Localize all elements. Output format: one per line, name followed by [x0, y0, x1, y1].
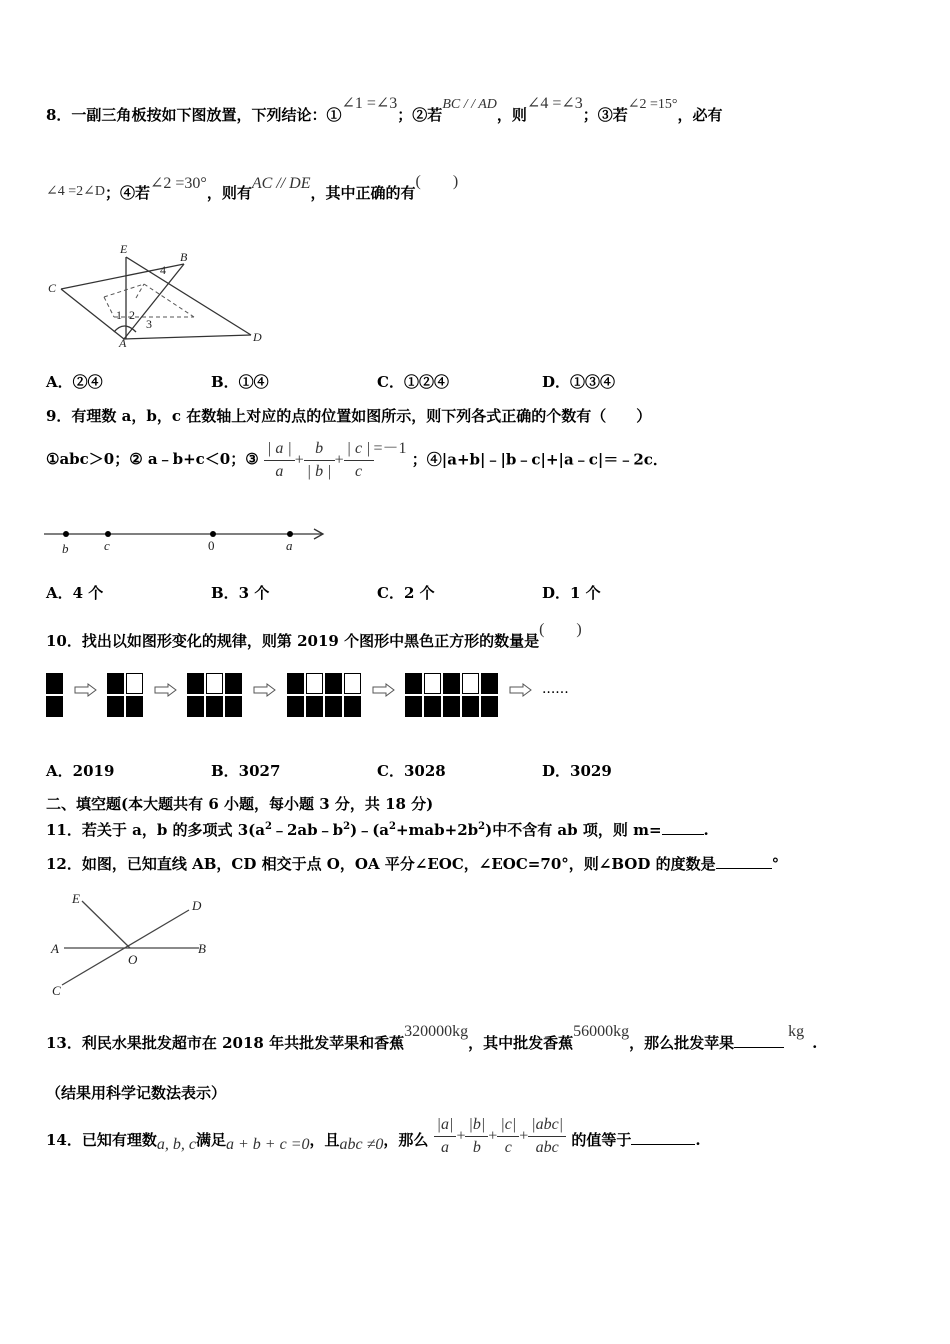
q11-part-e: )中不含有 ab 项，则 m= [485, 821, 662, 839]
q14-part-e: 的值等于 [571, 1130, 632, 1149]
axis-label-0: 0 [208, 538, 215, 553]
q8-sep7: ，其中正确的有 [310, 184, 416, 202]
arrow-icon [74, 683, 98, 697]
q9-f1-num: | a | [264, 438, 295, 461]
q14-part-d: ，那么 [383, 1130, 429, 1149]
q14-fraction-4 [528, 1114, 566, 1159]
q14-answer-blank[interactable] [631, 1144, 695, 1145]
q8-line2 [46, 173, 459, 203]
q14-f2-num: |b| [465, 1114, 488, 1137]
fig8-label-B: B [180, 250, 188, 264]
q12-lines-figure [44, 888, 224, 1000]
q14-f4-num: |abc| [528, 1114, 566, 1137]
q14-f1-den: a [441, 1139, 450, 1156]
q13-part-a: 13．利民水果批发超市在 2018 年共批发苹果和香蕉 [46, 1034, 405, 1052]
fig8-label-4: 4 [160, 263, 166, 277]
q9-f3-den: c [354, 463, 363, 480]
q11-part-d: +mab+2b [395, 821, 479, 839]
fig8-label-2: 2 [129, 308, 135, 322]
q8-math-5: ∠4 =2∠D [46, 184, 105, 199]
q11-end: . [703, 821, 709, 839]
q13-note: （结果用科学记数法表示） [46, 1084, 227, 1102]
q14-line: 14．已知有理数a, b, c满足a + b + c =0，且abc ≠0，那么 $\frac{|a|}{a}$ + $\frac{|b|}{b}$ + $\frac{|c|}{c}$ + $\frac{\text{|abc|}}{\text{abc}}$ 的值等于 . [46, 1114, 701, 1159]
q14-f1-num: |a| [434, 1114, 457, 1137]
q8-option-b[interactable]: B．①④ [211, 373, 269, 391]
q12-answer-blank[interactable] [716, 868, 772, 869]
fig8-label-E: E [120, 242, 128, 256]
q9-equals: =－1 [373, 439, 407, 457]
q13-line [46, 1023, 818, 1053]
q14-part-c: ，且 [309, 1130, 340, 1149]
q9-f2-num: b [304, 438, 335, 461]
q14-fraction-2 [465, 1114, 488, 1159]
pattern-3 [187, 673, 204, 719]
q8-option-a[interactable]: A．②④ [46, 373, 103, 391]
q9-statement-1-3: ①abc＞0；② a﹣b+c＜0；③ [46, 449, 259, 468]
q8-triangle-figure [44, 240, 274, 350]
axis-label-a: a [286, 538, 293, 553]
q8-stem: 8．一副三角板按如下图放置，下列结论：① [46, 106, 342, 124]
q11-part-c: )﹣(a [350, 821, 390, 839]
q14-vars: a, b, c [156, 1135, 196, 1153]
q9-f1-den: a [275, 463, 284, 480]
q8-sep2: ，则 [496, 106, 527, 124]
pattern-2 [107, 673, 124, 719]
fig12-label-D: D [192, 898, 202, 913]
q10-option-a[interactable]: A．2019 [46, 762, 115, 780]
q14-fraction-1 [434, 1114, 457, 1159]
arrow-icon [253, 683, 277, 697]
q14-fraction-3 [497, 1114, 519, 1159]
q9-f3-num: | c | [344, 438, 374, 461]
q9-stem: 9．有理数 a，b，c 在数轴上对应的点的位置如图所示，则下列各式正确的个数有（ ） [46, 407, 652, 425]
q9-option-c[interactable]: C．2 个 [377, 584, 435, 602]
q14-part-a: 14．已知有理数 [46, 1130, 157, 1149]
fig12-label-O: O [128, 952, 138, 967]
fig8-label-C: C [48, 281, 57, 295]
q10-option-c[interactable]: C．3028 [377, 762, 446, 780]
q9-fraction-1 [264, 438, 295, 483]
q11-line [46, 819, 709, 840]
q13-part-b: ，其中批发香蕉 [468, 1034, 574, 1052]
q8-sep5: ；④若 [104, 184, 150, 202]
q9-fraction-3 [344, 438, 374, 483]
q9-option-b[interactable]: B．3 个 [211, 584, 270, 602]
section-2-heading: 二、填空题(本大题共有 6 小题，每小题 3 分，共 18 分) [46, 795, 434, 813]
q8-sep6: ，则有 [206, 184, 252, 202]
q11-sup-2: 2 [343, 821, 351, 832]
fig12-label-A: A [51, 941, 59, 956]
q11-sup-4: 2 [478, 821, 486, 832]
q8-math-3: ∠4 =∠3 [526, 95, 583, 112]
q8-answer-paren: ( ) [415, 173, 459, 190]
q8-sep1: ；②若 [397, 106, 443, 124]
q8-math-2: BC / / AD [442, 97, 497, 112]
q10-stem: 10．找出以如图形变化的规律，则第 2019 个图形中黑色正方形的数量是 [46, 632, 540, 650]
q10-answer-paren: ( ) [539, 621, 582, 638]
q14-f4-den: abc [535, 1139, 559, 1156]
arrow-icon [509, 683, 533, 697]
q9-statement-4: ；④|a+b|﹣|b﹣c|+|a﹣c|＝﹣2c． [411, 450, 668, 469]
fig12-label-C: C [52, 983, 61, 998]
q11-part-a: 11．若关于 a，b 的多项式 3(a [46, 821, 266, 839]
q9-option-d[interactable]: D．1 个 [542, 584, 601, 602]
q12-stem: 12．如图，已知直线 AB，CD 相交于点 O，OA 平分∠EOC，∠EOC=70°，则∠BOD 的度数是 [46, 855, 716, 873]
q8-math-1: ∠1 =∠3 [341, 95, 398, 112]
q12-degree: ° [771, 855, 780, 873]
q11-answer-blank[interactable] [662, 834, 704, 835]
q13-value-2: 56000kg [573, 1023, 630, 1040]
q14-end: . [695, 1130, 701, 1149]
q13-value-1: 320000kg [404, 1023, 469, 1040]
axis-label-b: b [62, 541, 69, 556]
q13-end: . [812, 1034, 818, 1052]
q13-answer-blank[interactable] [734, 1047, 784, 1048]
fig12-label-E: E [72, 891, 80, 906]
pattern-1 [46, 673, 63, 719]
q10-option-b[interactable]: B．3027 [211, 762, 281, 780]
q8-line1 [46, 95, 723, 125]
q13-unit: kg [788, 1023, 805, 1040]
q11-part-b: ﹣2ab﹣b [271, 821, 344, 839]
q8-math-4: ∠2 =15° [627, 97, 678, 112]
q11-sup-3: 2 [389, 821, 396, 832]
fig8-label-A: A [119, 336, 127, 350]
q9-number-line [44, 524, 334, 556]
q11-sup-1: 2 [265, 821, 272, 832]
q14-cond2: abc ≠0 [339, 1135, 384, 1153]
q10-option-d[interactable]: D．3029 [542, 762, 612, 780]
pattern-4 [287, 673, 304, 719]
q14-f3-num: |c| [497, 1114, 519, 1137]
q14-part-b: 满足 [195, 1130, 226, 1149]
axis-label-c: c [104, 538, 110, 553]
q10-ellipsis: ...... [541, 681, 569, 697]
q9-option-a[interactable]: A．4 个 [46, 584, 104, 602]
q14-f2-den: b [472, 1139, 481, 1156]
fig8-label-D: D [253, 330, 262, 344]
q12-line [46, 853, 779, 874]
q8-option-c[interactable]: C．①②④ [377, 373, 449, 391]
fig8-label-1: 1 [116, 308, 122, 322]
fig8-label-3: 3 [146, 317, 152, 331]
q8-option-d[interactable]: D．①③④ [542, 373, 616, 391]
arrow-icon [372, 683, 396, 697]
q9-f2-den: | b | [306, 463, 332, 480]
q8-sep4: ，必有 [677, 106, 723, 124]
q14-f3-den: c [504, 1139, 512, 1156]
q14-cond: a + b + c =0 [226, 1135, 310, 1153]
q9-fraction-2 [304, 438, 335, 483]
q10-pattern-sequence [46, 673, 569, 723]
fig12-label-B: B [198, 941, 206, 956]
q8-math-6: ∠2 =30° [149, 175, 207, 192]
q9-statements: ①abc＞0；② a﹣b+c＜0；③ $\frac{| a |}{a}$ + $\frac{b}{| b |}$ + $\frac{| c |}{c}$ =－1 ；④|a+b|﹣|b﹣c|+|a﹣c|＝﹣2c． [46, 438, 668, 483]
q13-part-c: ，那么批发苹果 [629, 1034, 735, 1052]
pattern-5 [405, 673, 422, 719]
q8-sep3: ；③若 [582, 106, 628, 124]
arrow-icon [154, 683, 178, 697]
q10-line [46, 621, 582, 651]
q8-math-7: AC // DE [251, 175, 311, 192]
